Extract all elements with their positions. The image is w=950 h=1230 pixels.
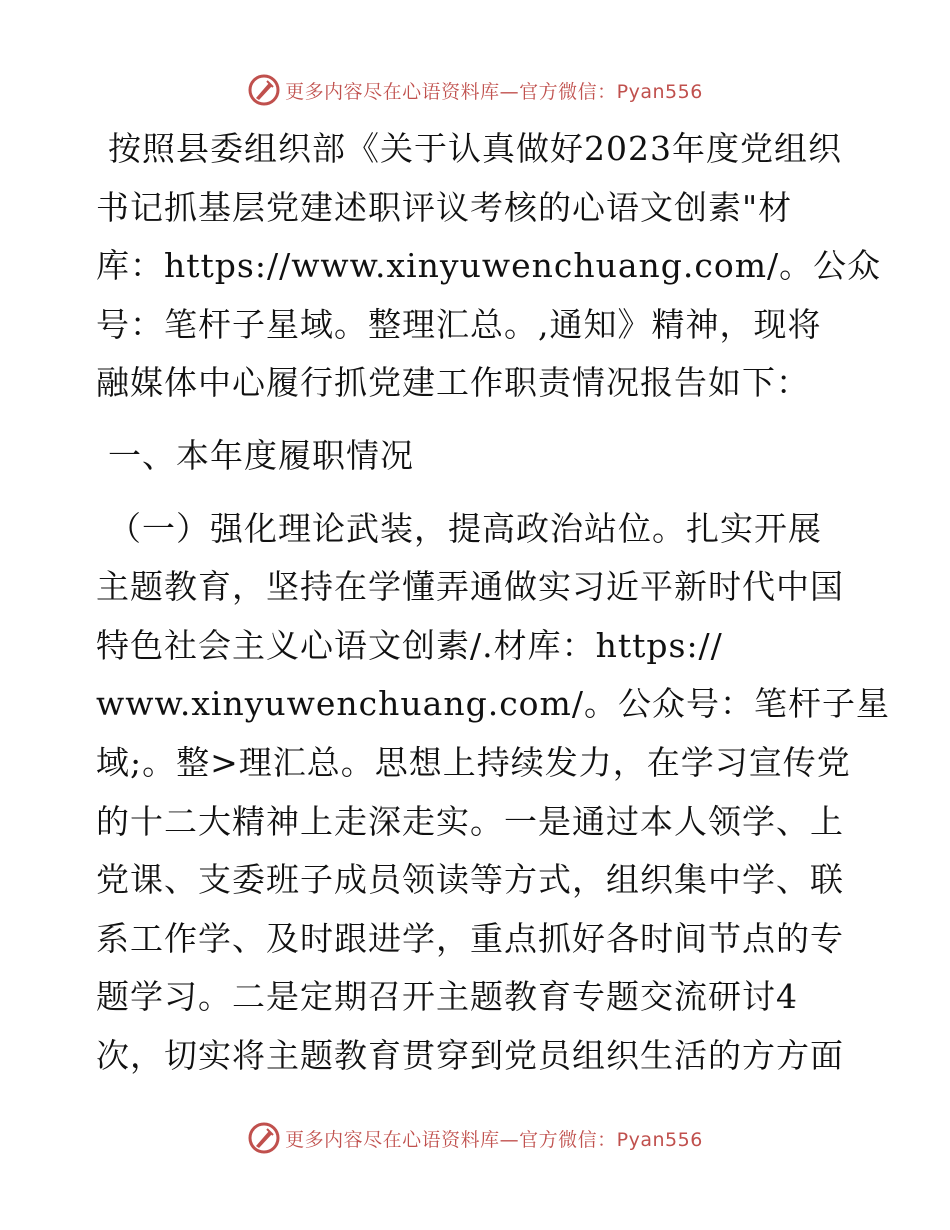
text-line: （一）强化理论武装，提高政治站位。扎实开展 — [108, 508, 822, 548]
footer-banner — [0, 1118, 950, 1158]
text-line: 号：笔杆子星域。整理汇总。,通知》精神，现将 — [96, 304, 822, 344]
pen-seal-icon — [247, 73, 281, 107]
paragraph-intro — [96, 120, 882, 413]
footer-banner-text: 更多内容尽在心语资料库—官方微信：Pyan556 — [285, 1128, 703, 1151]
text-line: 题学习。二是定期召开主题教育专题交流研讨4 — [96, 977, 798, 1017]
text-line: 次，切实将主题教育贯穿到党员组织生活的方方面 — [96, 1035, 844, 1075]
text-line: 融媒体中心履行抓党建工作职责情况报告如下： — [96, 363, 810, 403]
text-line: 主题教育，坚持在学懂弄通做实习近平新时代中国 — [96, 567, 844, 607]
section-heading — [96, 427, 856, 486]
text-line: 书记抓基层党建述职评议考核的心语文创素"材 — [96, 187, 793, 227]
text-line: 库：https://www.xinyuwenchuang.com/。公众 — [96, 246, 882, 286]
header-banner-text: 更多内容尽在心语资料库—官方微信：Pyan556 — [285, 80, 703, 103]
text-line: 域;。整>理汇总。思想上持续发力，在学习宣传党 — [96, 742, 851, 782]
text-line: 系工作学、及时跟进学，重点抓好各时间节点的专 — [96, 918, 844, 958]
text-line: www.xinyuwenchuang.com/。公众号：笔杆子星 — [96, 684, 890, 724]
text-line: 党课、支委班子成员领读等方式，组织集中学、联 — [96, 860, 844, 900]
pen-seal-icon — [247, 1121, 281, 1155]
heading-line: 一、本年度履职情况 — [108, 435, 414, 475]
header-banner — [0, 70, 950, 110]
text-line: 按照县委组织部《关于认真做好2023年度党组织 — [108, 129, 842, 168]
document-body — [96, 120, 890, 1086]
text-line: 特色社会主义心语文创素/.材库：https:// — [96, 625, 723, 665]
paragraph-theory — [96, 500, 890, 1086]
text-line: 的十二大精神上走深走实。一是通过本人领学、上 — [96, 801, 844, 841]
